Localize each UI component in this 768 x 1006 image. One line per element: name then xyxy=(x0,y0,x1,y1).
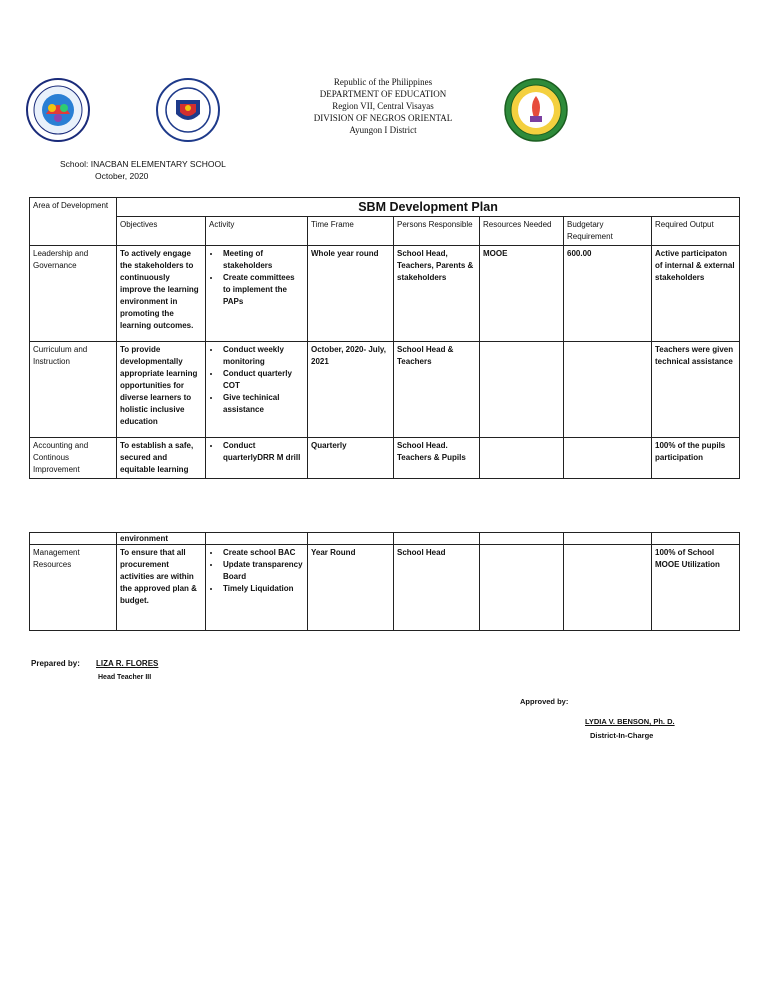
row-resources xyxy=(480,342,564,438)
approved-by-label: Approved by: xyxy=(520,697,569,706)
row-resources xyxy=(480,545,564,631)
header-line-republic: Republic of the Philippines xyxy=(333,77,433,87)
row-objective: To ensure that all procurement activities are within the approved plan & budget. xyxy=(117,545,206,631)
col-header-budget: Budgetary Requirement xyxy=(564,217,652,246)
activity-item: • Timely Liquidation xyxy=(221,583,304,595)
header-line-division: DIVISION OF NEGROS ORIENTAL xyxy=(313,113,453,123)
col-header-time-frame: Time Frame xyxy=(308,217,394,246)
table-row xyxy=(30,342,740,438)
table-row xyxy=(30,533,740,545)
row-activity xyxy=(206,438,308,479)
school-info xyxy=(60,158,226,182)
row-area: Curriculum and Instruction xyxy=(30,342,117,438)
approved-by-name: LYDIA V. BENSON, Ph. D. xyxy=(585,717,675,726)
letterhead xyxy=(250,76,516,136)
activity-item: • Give techinical assistance xyxy=(221,392,304,416)
row-time-frame: October, 2020- July, 2021 xyxy=(308,342,394,438)
row-resources: MOOE xyxy=(480,246,564,342)
row-area: Accounting and Continous Improvement xyxy=(30,438,117,479)
row-output: Active participaton of internal & external stakeholders xyxy=(652,246,740,342)
table-row xyxy=(30,246,740,342)
row-budget xyxy=(564,342,652,438)
row-objective: To establish a safe, secured and equitable learning xyxy=(117,438,206,479)
table-title: SBM Development Plan xyxy=(117,198,740,217)
row-resources xyxy=(480,438,564,479)
header-line-district: Ayungon I District xyxy=(349,125,417,135)
kagawaran-seal-graphic xyxy=(156,78,220,142)
activity-item: • Create committees to implement the PAPs xyxy=(221,272,304,308)
prepared-by-label: Prepared by: xyxy=(31,659,80,668)
activity-item: • Meeting of stakeholders xyxy=(221,248,304,272)
header-line-department: DEPARTMENT OF EDUCATION xyxy=(319,89,447,99)
area-header: Area of Development xyxy=(30,198,117,246)
header-line-region: Region VII, Central Visayas xyxy=(332,101,434,111)
row-activity xyxy=(206,342,308,438)
table-row xyxy=(30,438,740,479)
col-header-objectives: Objectives xyxy=(117,217,206,246)
table-row xyxy=(30,545,740,631)
row-objective: To actively engage the stakeholders to continuously improve the learning environment in promoting the learning outcomes. xyxy=(117,246,206,342)
deped-division-logo-graphic xyxy=(26,78,90,142)
prepared-by-name: LIZA R. FLORES xyxy=(96,659,159,668)
col-header-resources: Resources Needed xyxy=(480,217,564,246)
row-budget xyxy=(564,438,652,479)
row-persons: School Head xyxy=(394,545,480,631)
row-persons: School Head. Teachers & Pupils xyxy=(394,438,480,479)
row-area: Management Resources xyxy=(30,545,117,631)
activity-item: • Update transparency Board xyxy=(221,559,304,583)
deped-division-logo xyxy=(26,78,90,142)
approved-by-title: District-In-Charge xyxy=(590,731,654,740)
prepared-by-title: Head Teacher III xyxy=(98,674,152,681)
sbm-plan-table-continued xyxy=(29,532,740,631)
row-area: Leadership and Governance xyxy=(30,246,117,342)
row-output: 100% of School MOOE Utilization xyxy=(652,545,740,631)
row-persons: School Head, Teachers, Parents & stakeholders xyxy=(394,246,480,342)
row-budget: 600.00 xyxy=(564,246,652,342)
row-activity xyxy=(206,545,308,631)
col-header-output: Required Output xyxy=(652,217,740,246)
row-budget xyxy=(564,545,652,631)
row-objective-continued: environment xyxy=(117,533,206,545)
row-time-frame: Year Round xyxy=(308,545,394,631)
kagawaran-ng-edukasyon-seal xyxy=(156,78,220,142)
activity-item: • Conduct quarterly COT xyxy=(221,368,304,392)
sbm-plan-table xyxy=(29,197,740,479)
row-objective: To provide developmentally appropriate learning opportunities for diverse learners to holistic inclusive education xyxy=(117,342,206,438)
col-header-activity: Activity xyxy=(206,217,308,246)
row-time-frame: Quarterly xyxy=(308,438,394,479)
date-line: October, 2020 xyxy=(95,171,149,181)
row-persons: School Head & Teachers xyxy=(394,342,480,438)
row-output: Teachers were given technical assistance xyxy=(652,342,740,438)
activity-item: • Conduct quarterlyDRR M drill xyxy=(221,440,304,464)
col-header-persons: Persons Responsible xyxy=(394,217,480,246)
row-output: 100% of the pupils participation xyxy=(652,438,740,479)
row-time-frame: Whole year round xyxy=(308,246,394,342)
school-name-line: School: INACBAN ELEMENTARY SCHOOL xyxy=(60,159,226,169)
row-activity xyxy=(206,246,308,342)
activity-item: • Conduct weekly monitoring xyxy=(221,344,304,368)
activity-item: • Create school BAC xyxy=(221,547,304,559)
